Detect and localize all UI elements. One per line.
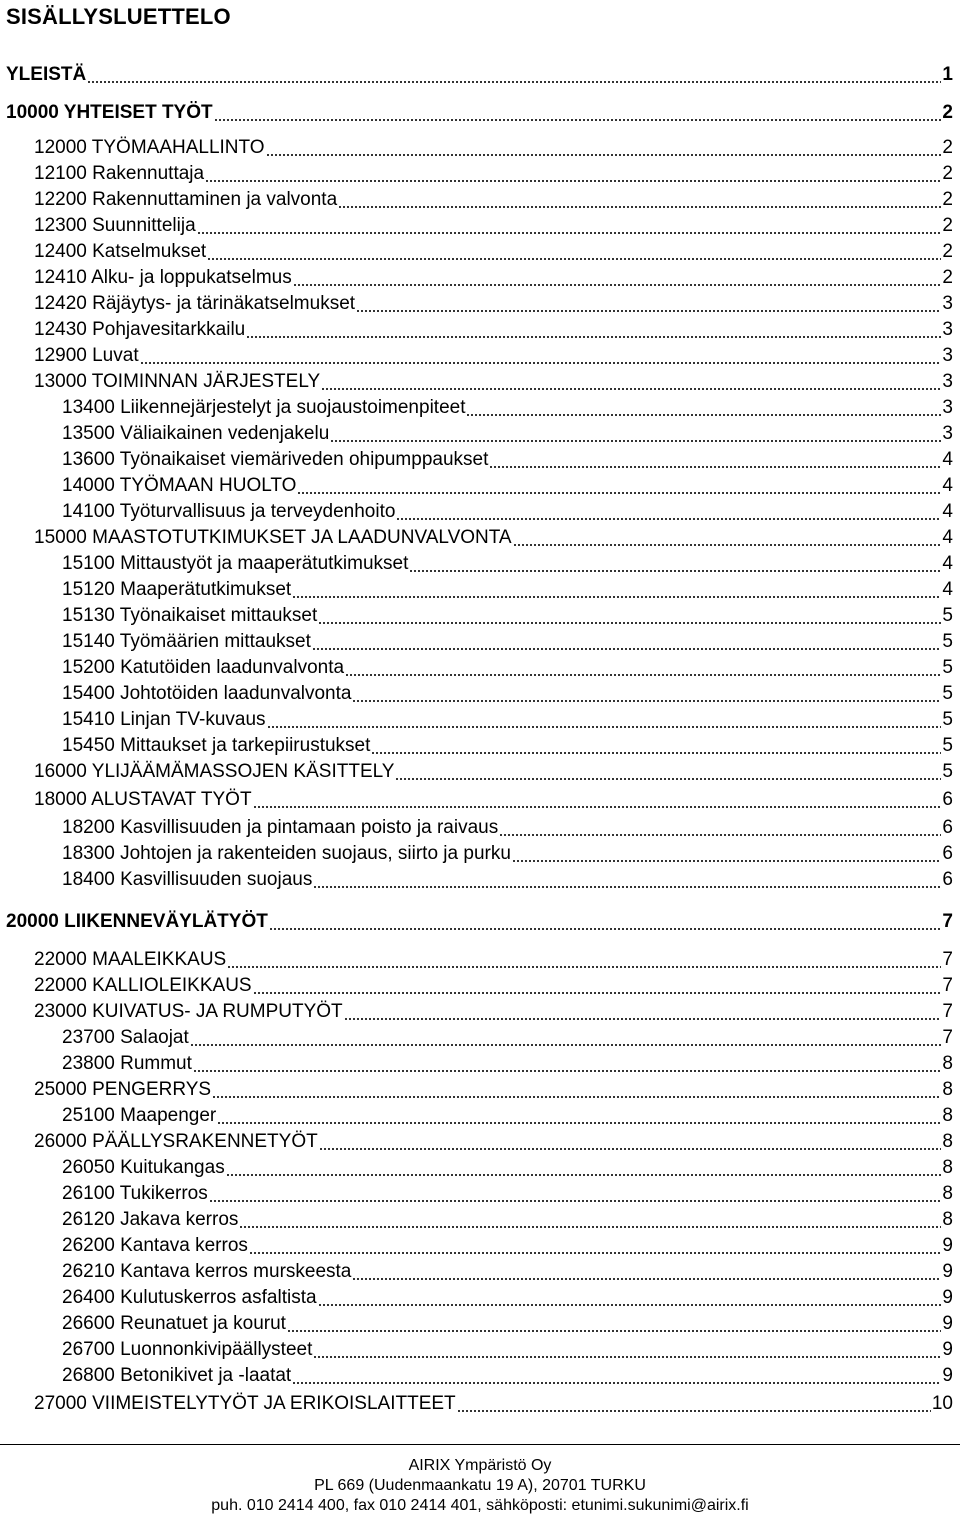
toc-entry-title: 14000 TYÖMAAN HUOLTO <box>62 475 297 496</box>
toc-entry[interactable] <box>62 577 953 601</box>
toc-entry-title: 18300 Johtojen ja rakenteiden suojaus, siirto ja purku <box>62 843 511 864</box>
footer <box>0 1456 960 1516</box>
toc-entry-page-number: 9 <box>942 1261 953 1282</box>
toc-entry-title: 13400 Liikennejärjestelyt ja suojaustoimenpiteet <box>62 397 466 418</box>
toc-entry-title: 23000 KUIVATUS- JA RUMPUTYÖT <box>34 1001 343 1022</box>
toc-leader-dots <box>249 1237 942 1257</box>
toc-entry[interactable] <box>62 499 953 523</box>
toc-entry-title: 18000 ALUSTAVAT TYÖT <box>34 789 252 810</box>
toc-entry[interactable] <box>62 841 953 865</box>
toc-entry-page-number: 9 <box>942 1365 953 1386</box>
toc-entry-page-number: 5 <box>942 683 953 704</box>
toc-leader-dots <box>214 104 942 124</box>
toc-leader-dots <box>292 581 941 601</box>
toc-entry-page-number: 2 <box>942 267 953 288</box>
toc-entry-title: 12430 Pohjavesitarkkailu <box>34 319 246 340</box>
toc-leader-dots <box>319 1133 942 1153</box>
toc-entry-title: 25000 PENGERRYS <box>34 1079 212 1100</box>
toc-leader-dots <box>269 913 942 933</box>
toc-entry-title: 15200 Katutöiden laadunvalvonta <box>62 657 345 678</box>
toc-leader-dots <box>87 66 941 86</box>
toc-leader-dots <box>226 1159 942 1179</box>
toc-entry-title: 12410 Alku- ja loppukatselmus <box>34 267 292 288</box>
toc-entry-title: 12100 Rakennuttaja <box>34 163 205 184</box>
toc-entry-title: 15410 Linjan TV-kuvaus <box>62 709 266 730</box>
toc-entry-page-number: 8 <box>942 1209 953 1230</box>
toc-entry-title: 13500 Väliaikainen vedenjakelu <box>62 423 330 444</box>
toc-entry-page-number: 8 <box>942 1183 953 1204</box>
toc-leader-dots <box>140 347 942 367</box>
toc-leader-dots <box>209 1185 942 1205</box>
toc-entry-title: 15000 MAASTOTUTKIMUKSET JA LAADUNVALVONTA <box>34 527 512 548</box>
toc-leader-dots <box>321 373 941 393</box>
toc-entry[interactable] <box>34 973 953 997</box>
toc-entry-title: 15140 Työmäärien mittaukset <box>62 631 311 652</box>
toc-leader-dots <box>287 1315 941 1335</box>
toc-entry-title: 23800 Rummut <box>62 1053 192 1074</box>
toc-entry-page-number: 6 <box>942 843 953 864</box>
toc-entry[interactable] <box>62 1025 953 1049</box>
toc-entry-title: 15130 Työnaikaiset mittaukset <box>62 605 318 626</box>
toc-entry-title: 15400 Johtotöiden laadunvalvonta <box>62 683 352 704</box>
toc-leader-dots <box>338 191 941 211</box>
toc-entry-page-number: 4 <box>942 579 953 600</box>
toc-entry-page-number: 2 <box>942 137 953 158</box>
toc-leader-dots <box>253 791 942 811</box>
toc-leader-dots <box>267 711 942 731</box>
toc-entry[interactable] <box>34 1391 953 1415</box>
toc-entry-title: 14100 Työturvallisuus ja terveydenhoito <box>62 501 396 522</box>
toc-entry-title: 12200 Rakennuttaminen ja valvonta <box>34 189 338 210</box>
toc-entry-page-number: 4 <box>942 449 953 470</box>
toc-entry[interactable] <box>34 317 953 341</box>
toc-entry-title: 15120 Maaperätutkimukset <box>62 579 292 600</box>
toc-leader-dots <box>227 951 941 971</box>
toc-entry-page-number: 3 <box>942 371 953 392</box>
toc-entry-title: 15450 Mittaukset ja tarkepiirustukset <box>62 735 371 756</box>
toc-entry-page-number: 4 <box>942 527 953 548</box>
toc-entry-page-number: 10 <box>931 1393 953 1414</box>
toc-leader-dots <box>318 1289 942 1309</box>
toc-entry-page-number: 7 <box>942 911 953 932</box>
toc-entry[interactable] <box>62 473 953 497</box>
toc-entry-page-number: 2 <box>942 241 953 262</box>
toc-entry[interactable] <box>6 62 953 86</box>
toc-entry[interactable] <box>34 135 953 159</box>
toc-entry-page-number: 5 <box>942 631 953 652</box>
footer-divider <box>0 1444 960 1445</box>
toc-entry-title: 26800 Betonikivet ja -laatat <box>62 1365 292 1386</box>
toc-entry[interactable] <box>62 1285 953 1309</box>
toc-entry[interactable] <box>62 1259 953 1283</box>
toc-entry-title: 12420 Räjäytys- ja tärinäkatselmukset <box>34 293 356 314</box>
toc-leader-dots <box>330 425 941 445</box>
toc-entry-page-number: 6 <box>942 817 953 838</box>
toc-leader-dots <box>313 871 941 891</box>
toc-entry-title: 13000 TOIMINNAN JÄRJESTELY <box>34 371 321 392</box>
toc-entry-page-number: 7 <box>942 949 953 970</box>
toc-entry-title: 26200 Kantava kerros <box>62 1235 248 1256</box>
toc-entry[interactable] <box>6 909 953 933</box>
toc-entry-title: 26100 Tukikerros <box>62 1183 208 1204</box>
toc-leader-dots <box>489 451 941 471</box>
toc-entry[interactable] <box>62 1363 953 1387</box>
toc-leader-dots <box>297 477 941 497</box>
toc-entry-page-number: 8 <box>942 1053 953 1074</box>
toc-entry-title: 22000 MAALEIKKAUS <box>34 949 227 970</box>
toc-entry-page-number: 2 <box>942 215 953 236</box>
toc-entry-page-number: 2 <box>942 163 953 184</box>
toc-leader-dots <box>190 1029 942 1049</box>
toc-entry-page-number: 3 <box>942 293 953 314</box>
toc-entry[interactable] <box>62 733 953 757</box>
toc-leader-dots <box>466 399 941 419</box>
toc-leader-dots <box>239 1211 941 1231</box>
toc-leader-dots <box>499 819 941 839</box>
toc-entry[interactable] <box>62 1311 953 1335</box>
toc-entry[interactable] <box>62 447 953 471</box>
toc-entry-title: 23700 Salaojat <box>62 1027 189 1048</box>
toc-leader-dots <box>396 503 941 523</box>
toc-entry-title: 16000 YLIJÄÄMÄMASSOJEN KÄSITTELY <box>34 761 395 782</box>
toc-entry[interactable] <box>34 759 953 783</box>
toc-entry-page-number: 2 <box>942 102 953 123</box>
toc-entry-title: YLEISTÄ <box>6 64 87 85</box>
toc-entry[interactable] <box>62 1337 953 1361</box>
toc-leader-dots <box>205 165 941 185</box>
toc-leader-dots <box>344 1003 942 1023</box>
toc-entry-title: 18400 Kasvillisuuden suojaus <box>62 869 313 890</box>
toc-entry-page-number: 8 <box>942 1105 953 1126</box>
toc-entry-page-number: 9 <box>942 1235 953 1256</box>
toc-entry-title: 15100 Mittaustyöt ja maaperätutkimukset <box>62 553 409 574</box>
toc-entry-page-number: 5 <box>942 735 953 756</box>
toc-entry-page-number: 3 <box>942 423 953 444</box>
toc-entry-title: 26210 Kantava kerros murskeesta <box>62 1261 352 1282</box>
toc-entry-page-number: 3 <box>942 345 953 366</box>
toc-entry[interactable] <box>34 187 953 211</box>
toc-leader-dots <box>409 555 941 575</box>
toc-entry[interactable] <box>62 551 953 575</box>
toc-entry[interactable] <box>62 867 953 891</box>
toc-entry-page-number: 5 <box>942 657 953 678</box>
toc-entry-page-number: 1 <box>942 64 953 85</box>
footer-contact: puh. 010 2414 400, fax 010 2414 401, sähköposti: etunimi.sukunimi@airix.fi <box>211 1497 749 1514</box>
toc-entry[interactable] <box>34 265 953 289</box>
toc-leader-dots <box>512 845 942 865</box>
toc-entry-title: 20000 LIIKENNEVÄYLÄTYÖT <box>6 911 268 932</box>
toc-entry[interactable] <box>62 1155 953 1179</box>
toc-entry[interactable] <box>34 1129 953 1153</box>
toc-entry-title: 26000 PÄÄLLYSRAKENNETYÖT <box>34 1131 318 1152</box>
toc-entry-title: 12900 Luvat <box>34 345 139 366</box>
toc-leader-dots <box>253 977 942 997</box>
toc-leader-dots <box>318 607 941 627</box>
toc-entry-page-number: 6 <box>942 869 953 890</box>
toc-entry-title: 26050 Kuitukangas <box>62 1157 225 1178</box>
toc-entry[interactable] <box>62 707 953 731</box>
toc-entry[interactable] <box>34 369 953 393</box>
toc-entry-page-number: 5 <box>942 605 953 626</box>
toc-entry[interactable] <box>62 629 953 653</box>
toc-entry-page-number: 4 <box>942 501 953 522</box>
toc-entry-page-number: 3 <box>942 397 953 418</box>
toc-entry[interactable] <box>62 681 953 705</box>
page-title: SISÄLLYSLUETTELO <box>6 4 231 29</box>
toc-entry-title: 10000 YHTEISET TYÖT <box>6 102 213 123</box>
toc-entry-page-number: 5 <box>942 761 953 782</box>
toc-entry-page-number: 2 <box>942 189 953 210</box>
toc-entry-page-number: 7 <box>942 975 953 996</box>
toc-entry-title: 26120 Jakava kerros <box>62 1209 239 1230</box>
toc-leader-dots <box>457 1395 931 1415</box>
toc-entry[interactable] <box>34 999 953 1023</box>
toc-entry-page-number: 7 <box>942 1027 953 1048</box>
toc-leader-dots <box>293 269 942 289</box>
toc-entry-title: 12400 Katselmukset <box>34 241 207 262</box>
toc-entry[interactable] <box>34 239 953 263</box>
toc-entry-page-number: 9 <box>942 1313 953 1334</box>
toc-leader-dots <box>395 763 941 783</box>
toc-entry-title: 26400 Kulutuskerros asfaltista <box>62 1287 317 1308</box>
toc-entry-page-number: 8 <box>942 1079 953 1100</box>
toc-entry[interactable] <box>34 213 953 237</box>
toc-entry[interactable] <box>62 1233 953 1257</box>
toc-entry-page-number: 8 <box>942 1157 953 1178</box>
toc-entry[interactable] <box>62 421 953 445</box>
toc-entry-page-number: 5 <box>942 709 953 730</box>
toc-entry-title: 12300 Suunnittelija <box>34 215 196 236</box>
toc-entry-title: 26700 Luonnonkivipäällysteet <box>62 1339 313 1360</box>
toc-entry[interactable] <box>34 291 953 315</box>
toc-leader-dots <box>312 633 942 653</box>
toc-leader-dots <box>345 659 941 679</box>
toc-entry-title: 27000 VIIMEISTELYTYÖT JA ERIKOISLAITTEET <box>34 1393 456 1414</box>
toc-entry[interactable] <box>6 100 953 124</box>
toc-entry[interactable] <box>62 1051 953 1075</box>
toc-entry-page-number: 7 <box>942 1001 953 1022</box>
toc-leader-dots <box>217 1107 941 1127</box>
toc-entry[interactable] <box>62 655 953 679</box>
toc-entry-page-number: 8 <box>942 1131 953 1152</box>
toc-entry[interactable] <box>34 343 953 367</box>
toc-entry-page-number: 9 <box>942 1339 953 1360</box>
toc-entry[interactable] <box>62 1207 953 1231</box>
toc-entry-title: 26600 Reunatuet ja kourut <box>62 1313 286 1334</box>
toc-leader-dots <box>313 1341 941 1361</box>
toc-leader-dots <box>371 737 941 757</box>
toc-entry-page-number: 6 <box>942 789 953 810</box>
toc-leader-dots <box>352 1263 941 1283</box>
toc-entry-title: 22000 KALLIOLEIKKAUS <box>34 975 252 996</box>
toc-leader-dots <box>292 1367 941 1387</box>
toc-entry[interactable] <box>34 161 953 185</box>
toc-entry-title: 12000 TYÖMAAHALLINTO <box>34 137 265 158</box>
toc-entry-page-number: 3 <box>942 319 953 340</box>
toc-entry-page-number: 9 <box>942 1287 953 1308</box>
footer-company: AIRIX Ympäristö Oy <box>408 1457 552 1474</box>
toc-entry[interactable] <box>62 1103 953 1127</box>
toc-entry[interactable] <box>62 815 953 839</box>
toc-entry[interactable] <box>34 787 953 811</box>
toc-leader-dots <box>207 243 941 263</box>
toc-leader-dots <box>266 139 942 159</box>
toc-entry-title: 18200 Kasvillisuuden ja pintamaan poisto ja raivaus <box>62 817 499 838</box>
toc-entry-title: 13600 Työnaikaiset viemäriveden ohipumppaukset <box>62 449 489 470</box>
toc-leader-dots <box>193 1055 942 1075</box>
toc-entry[interactable] <box>62 395 953 419</box>
toc-entry-title: 25100 Maapenger <box>62 1105 217 1126</box>
footer-address: PL 669 (Uudenmaankatu 19 A), 20701 TURKU <box>314 1477 646 1494</box>
toc-leader-dots <box>212 1081 941 1101</box>
toc-entry[interactable] <box>62 603 953 627</box>
toc-entry[interactable] <box>62 1181 953 1205</box>
toc-leader-dots <box>246 321 941 341</box>
toc-leader-dots <box>513 529 942 549</box>
toc-leader-dots <box>356 295 941 315</box>
toc-entry-page-number: 4 <box>942 553 953 574</box>
toc-leader-dots <box>197 217 942 237</box>
toc-entry[interactable] <box>34 1077 953 1101</box>
toc-leader-dots <box>352 685 941 705</box>
toc-entry-page-number: 4 <box>942 475 953 496</box>
toc-entry[interactable] <box>34 525 953 549</box>
toc-entry[interactable] <box>34 947 953 971</box>
